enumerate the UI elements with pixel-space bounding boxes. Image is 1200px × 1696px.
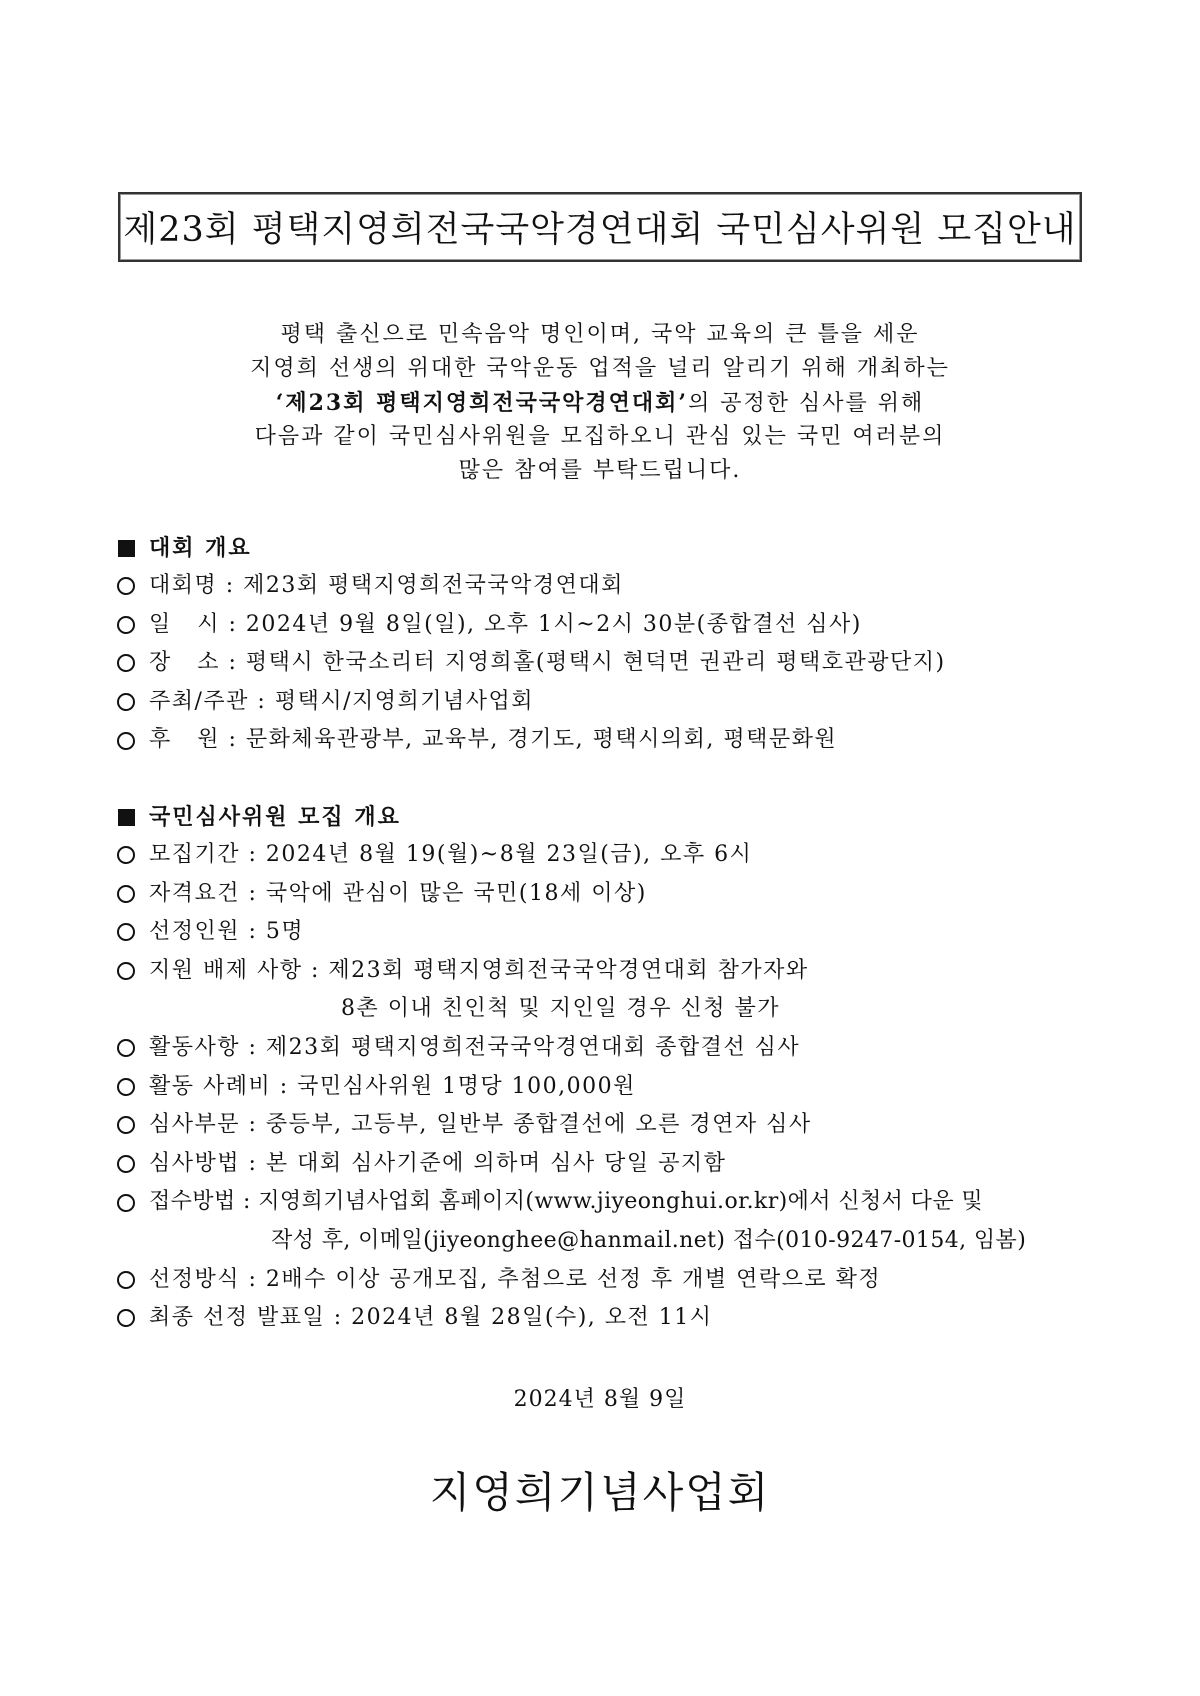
contest-name-emphasis: ‘제23회 평택지영희전국국악경연대회’ [275, 390, 689, 416]
list-item [114, 567, 1094, 606]
intro-line: 평택 출신으로 민속음악 명인이며, 국악 교육의 큰 틀을 세운 [280, 322, 920, 347]
section-heading-text: 국민심사위원 모집 개요 [149, 804, 401, 830]
circle-bullet-icon [117, 732, 135, 750]
list-item-text: 장 소 : 평택시 한국소리터 지영희홀(평택시 현덕면 권관리 평택호관광단지) [149, 650, 946, 676]
section-recruitment-overview [114, 798, 1094, 1338]
title-box [118, 192, 1082, 262]
list-item [114, 644, 1094, 683]
list-item [114, 1299, 1094, 1338]
circle-bullet-icon [117, 693, 135, 711]
list-item [114, 952, 1094, 991]
circle-bullet-icon [117, 1194, 135, 1212]
list-item [114, 1029, 1094, 1068]
list-item-text: 접수방법 : 지영희기념사업회 홈페이지(www.jiyeonghui.or.kr)에서 신청서 다운 및 [149, 1189, 984, 1215]
section-contest-overview [114, 529, 1094, 760]
list-item-continuation: 작성 후, 이메일(jiyeonghee@hanmail.net) 접수(010-9247-0154, 임봄) [271, 1227, 1027, 1253]
list-item-text: 활동 사례비 : 국민심사위원 1명당 100,000원 [149, 1073, 636, 1099]
list-item-text: 심사부문 : 중등부, 고등부, 일반부 종합결선에 오른 경연자 심사 [149, 1112, 812, 1138]
circle-bullet-icon [117, 846, 135, 864]
intro-line [0, 386, 1200, 420]
list-item-continuation: 8촌 이내 친인척 및 지인일 경우 신청 불가 [341, 996, 780, 1022]
list-item-text: 활동사항 : 제23회 평택지영희전국국악경연대회 종합결선 심사 [149, 1034, 801, 1060]
intro-paragraph [0, 318, 1200, 488]
list-item [114, 1106, 1094, 1145]
list-item-text: 선정인원 : 5명 [149, 919, 305, 945]
list-item [114, 606, 1094, 645]
list-item-text: 후 원 : 문화체육관광부, 교육부, 경기도, 평택시의회, 평택문화원 [149, 727, 838, 753]
list-item-text: 주최/주관 : 평택시/지영희기념사업회 [149, 688, 535, 714]
circle-bullet-icon [117, 1155, 135, 1173]
list-item [114, 1183, 1094, 1222]
list-item-text: 지원 배제 사항 : 제23회 평택지영희전국국악경연대회 참가자와 [149, 957, 809, 983]
list-item [114, 1261, 1094, 1300]
list-item-text: 대회명 : 제23회 평택지영희전국국악경연대회 [149, 573, 624, 598]
circle-bullet-icon [117, 1039, 135, 1057]
list-item [114, 836, 1094, 875]
list-item-text: 모집기간 : 2024년 8월 19(월)~8월 23일(금), 오후 6시 [149, 842, 753, 867]
section-heading-text: 대회 개요 [149, 535, 252, 561]
list-item-text: 일 시 : 2024년 9월 8일(일), 오후 1시~2시 30분(종합결선 심사) [149, 611, 862, 637]
intro-line: 다음과 같이 국민심사위원을 모집하오니 관심 있는 국민 여러분의 [254, 424, 946, 449]
list-item-text: 선정방식 : 2배수 이상 공개모집, 추첨으로 선정 후 개별 연락으로 확정 [149, 1266, 882, 1292]
circle-bullet-icon [117, 1309, 135, 1327]
announcement-date: 2024년 8월 9일 [513, 1387, 687, 1412]
list-item-text: 심사방법 : 본 대회 심사기준에 의하며 심사 당일 공지함 [149, 1150, 727, 1176]
intro-line: 많은 참여를 부탁드립니다. [458, 458, 742, 483]
circle-bullet-icon [117, 1078, 135, 1096]
circle-bullet-icon [117, 1271, 135, 1289]
list-item [114, 683, 1094, 722]
circle-bullet-icon [117, 577, 135, 595]
circle-bullet-icon [117, 1116, 135, 1134]
circle-bullet-icon [117, 885, 135, 903]
circle-bullet-icon [117, 923, 135, 941]
list-item [114, 1145, 1094, 1184]
circle-bullet-icon [117, 654, 135, 672]
section-heading [114, 529, 1094, 567]
list-item [114, 875, 1094, 914]
list-item [114, 721, 1094, 760]
list-item-text: 최종 선정 발표일 : 2024년 8월 28일(수), 오전 11시 [149, 1305, 713, 1331]
page-title: 제23회 평택지영희전국국악경연대회 국민심사위원 모집안내 [123, 210, 1077, 250]
list-item [114, 1068, 1094, 1107]
intro-line-rest: 의 공정한 심사를 위해 [688, 391, 925, 416]
black-square-bullet-icon [118, 540, 135, 557]
section-heading [114, 798, 1094, 836]
list-item [114, 913, 1094, 952]
black-square-bullet-icon [118, 809, 135, 826]
circle-bullet-icon [117, 616, 135, 634]
organization-name: 지영희기념사업회 [429, 1468, 771, 1517]
intro-line: 지영희 선생의 위대한 국악운동 업적을 널리 알리기 위해 개최하는 [250, 356, 950, 381]
list-item-text: 자격요건 : 국악에 관심이 많은 국민(18세 이상) [149, 880, 647, 906]
circle-bullet-icon [117, 962, 135, 980]
